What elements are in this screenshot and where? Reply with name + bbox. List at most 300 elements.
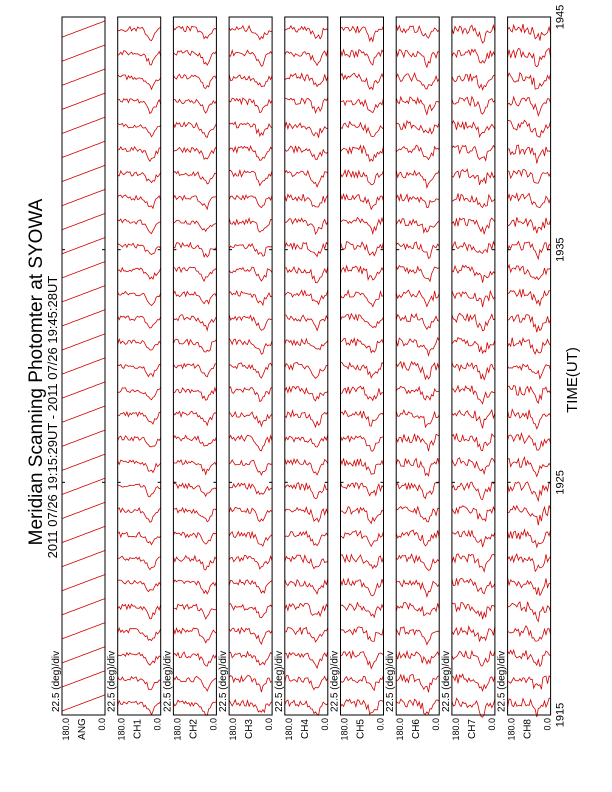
trace-ch8-24 (508, 145, 551, 164)
trace-ch4-9 (285, 507, 328, 521)
trace-ang-12 (62, 430, 105, 446)
trace-ch5-9 (341, 507, 384, 524)
trace-ch1-20 (118, 243, 161, 254)
trace-ch7-27 (452, 74, 495, 90)
trace-ang-3 (62, 647, 105, 663)
y-tick-top: 180.0 (506, 718, 517, 741)
trace-ch3-13 (229, 412, 272, 426)
panel-frame (229, 17, 272, 715)
trace-ch3-5 (229, 604, 272, 618)
trace-ch7-17 (452, 313, 495, 331)
trace-ch8-29 (508, 24, 551, 41)
trace-ch1-18 (118, 292, 161, 306)
trace-ang-25 (62, 117, 105, 133)
trace-ang-15 (62, 358, 105, 374)
trace-ch1-9 (118, 508, 161, 522)
y-tick-top: 180.0 (228, 718, 239, 741)
trace-ch8-15 (508, 364, 551, 378)
y-tick-top: 180.0 (339, 718, 350, 741)
trace-ch1-17 (118, 316, 161, 328)
trace-ch4-6 (285, 579, 328, 594)
trace-ch6-23 (396, 171, 439, 188)
y-tick-bottom: 0.0 (486, 718, 497, 731)
trace-ch6-13 (396, 410, 439, 427)
trace-ch7-11 (452, 458, 495, 474)
x-tick-label: 1915 (554, 702, 567, 728)
y-tick-top: 180.0 (450, 718, 461, 741)
trace-ch4-27 (285, 74, 328, 87)
trace-ch4-16 (285, 339, 328, 350)
trace-ch2-22 (173, 196, 216, 210)
trace-ang-8 (62, 526, 105, 542)
trace-ch6-6 (396, 580, 439, 596)
trace-ch2-14 (173, 388, 216, 400)
trace-ch6-8 (396, 530, 439, 546)
trace-ch6-21 (396, 219, 439, 233)
trace-ang-11 (62, 454, 105, 470)
panel-ch5 (330, 17, 386, 741)
trace-ch3-11 (229, 460, 272, 475)
panel-ch3 (218, 17, 274, 741)
panel-name: CH8 (522, 718, 534, 740)
trace-ang-5 (62, 599, 105, 615)
trace-ch5-3 (341, 651, 384, 668)
trace-ch1-27 (118, 75, 161, 90)
trace-ang-18 (62, 286, 105, 302)
trace-ch4-2 (285, 675, 328, 689)
trace-ch6-7 (396, 554, 439, 570)
trace-ch7-1 (452, 698, 495, 717)
trace-ch1-13 (118, 412, 161, 424)
trace-ch2-16 (173, 339, 216, 352)
scale-label: 22.5 (deg)/div (106, 650, 118, 712)
trace-ch5-28 (341, 49, 384, 65)
trace-ch3-8 (229, 532, 272, 546)
trace-ch6-26 (396, 97, 439, 115)
trace-ch2-1 (173, 700, 216, 715)
trace-ch7-16 (452, 338, 495, 354)
trace-ch1-4 (118, 628, 161, 640)
trace-ch4-4 (285, 627, 328, 641)
trace-ch3-1 (229, 700, 272, 712)
trace-ch8-13 (508, 409, 551, 428)
trace-ch5-4 (341, 627, 384, 642)
trace-ch7-15 (452, 362, 495, 379)
trace-ch7-6 (452, 578, 495, 593)
trace-ang-4 (62, 623, 105, 639)
trace-ang-22 (62, 189, 105, 205)
panel-ch6 (385, 17, 441, 741)
trace-ch7-23 (452, 169, 495, 185)
trace-ch7-26 (452, 97, 495, 114)
trace-ch8-8 (508, 530, 551, 548)
panel-ch1 (107, 17, 163, 741)
trace-ch4-3 (285, 652, 328, 668)
panel-ch7 (441, 17, 497, 741)
trace-ch2-15 (173, 363, 216, 377)
trace-ch8-12 (508, 433, 551, 450)
trace-ch5-10 (341, 483, 384, 496)
trace-ch7-14 (452, 386, 495, 404)
trace-ch3-26 (229, 98, 272, 113)
trace-ch3-4 (229, 628, 272, 644)
panel-ch8 (497, 17, 553, 741)
trace-ch1-8 (118, 532, 161, 545)
trace-ch4-5 (285, 604, 328, 617)
trace-ang-17 (62, 310, 105, 326)
trace-ch4-19 (285, 267, 328, 283)
trace-ch6-3 (396, 651, 439, 664)
trace-ch8-26 (508, 97, 551, 116)
trace-ch7-7 (452, 554, 495, 572)
trace-ch1-12 (118, 436, 161, 447)
trace-ch1-21 (118, 219, 161, 234)
trace-ang-7 (62, 550, 105, 566)
trace-ch1-25 (118, 123, 161, 136)
trace-ch6-29 (396, 25, 439, 38)
trace-ch7-22 (452, 194, 495, 208)
trace-ch3-7 (229, 555, 272, 569)
trace-ch7-21 (452, 218, 495, 234)
trace-ch4-26 (285, 98, 328, 113)
trace-ch7-25 (452, 121, 495, 137)
trace-ch3-10 (229, 483, 272, 494)
trace-ch5-21 (341, 218, 384, 234)
y-tick-bottom: 0.0 (152, 718, 163, 731)
panel-name: CH3 (244, 718, 256, 740)
trace-ch7-18 (452, 291, 495, 307)
trace-ch4-23 (285, 171, 328, 187)
trace-ch8-6 (508, 578, 551, 596)
panel-frame (118, 17, 161, 715)
trace-ch1-7 (118, 556, 161, 569)
x-axis-label: TIME(UT) (564, 347, 581, 413)
trace-ch2-19 (173, 267, 216, 281)
trace-ch8-1 (508, 698, 551, 717)
trace-ch1-29 (118, 27, 161, 41)
trace-ch3-24 (229, 146, 272, 160)
trace-ch1-6 (118, 580, 161, 592)
trace-ch3-22 (229, 195, 272, 208)
y-tick-top: 180.0 (172, 718, 183, 741)
trace-ch4-18 (285, 290, 328, 304)
trace-ch5-26 (341, 98, 384, 113)
trace-ch5-6 (341, 579, 384, 596)
panel-name: CH2 (188, 718, 200, 740)
trace-ch5-7 (341, 555, 384, 569)
trace-ch2-25 (173, 122, 216, 137)
trace-ch8-28 (508, 48, 551, 67)
trace-ch6-15 (396, 362, 439, 379)
trace-ch8-10 (508, 482, 551, 501)
trace-ch7-24 (452, 146, 495, 161)
trace-ch2-5 (173, 604, 216, 619)
trace-ang-9 (62, 502, 105, 518)
trace-ch2-2 (173, 676, 216, 691)
y-tick-bottom: 0.0 (431, 718, 442, 731)
trace-ch2-24 (173, 147, 216, 160)
trace-ch8-4 (508, 626, 551, 641)
trace-ch8-3 (508, 650, 551, 666)
trace-ch8-20 (508, 241, 551, 258)
panel-name: CH7 (466, 718, 478, 740)
trace-ch3-29 (229, 26, 272, 40)
trace-ch3-14 (229, 387, 272, 402)
trace-ang-28 (62, 45, 105, 61)
trace-ch7-9 (452, 506, 495, 521)
trace-ch6-4 (396, 627, 439, 645)
trace-ch2-28 (173, 51, 216, 66)
trace-ch4-14 (285, 387, 328, 401)
y-tick-bottom: 0.0 (542, 718, 553, 731)
trace-ch2-11 (173, 460, 216, 474)
trace-ch6-9 (396, 507, 439, 522)
trace-ch2-6 (173, 580, 216, 594)
trace-ch1-26 (118, 99, 161, 114)
trace-ch2-26 (173, 99, 216, 113)
trace-ch7-19 (452, 265, 495, 282)
trace-ch8-2 (508, 676, 551, 689)
trace-ch7-28 (452, 49, 495, 63)
trace-ch4-15 (285, 363, 328, 379)
trace-ch2-4 (173, 628, 216, 643)
trace-ch5-17 (341, 314, 384, 328)
panel-ch2 (162, 17, 218, 741)
y-tick-bottom: 0.0 (319, 718, 330, 731)
panel-name: CH6 (411, 718, 423, 740)
trace-ch3-23 (229, 170, 272, 185)
trace-ch5-27 (341, 73, 384, 89)
trace-ch7-8 (452, 530, 495, 547)
trace-ch3-19 (229, 267, 272, 281)
trace-ch8-21 (508, 217, 551, 233)
trace-ch4-8 (285, 531, 328, 545)
y-tick-top: 180.0 (283, 718, 294, 741)
trace-ch5-1 (341, 699, 384, 714)
trace-ang-10 (62, 478, 105, 494)
trace-ch5-12 (341, 436, 384, 451)
trace-ch6-16 (396, 338, 439, 356)
trace-ang-20 (62, 238, 105, 254)
trace-ch4-29 (285, 26, 328, 39)
trace-ch8-27 (508, 73, 551, 89)
scale-label: 22.5 (deg)/div (273, 650, 285, 712)
trace-ch6-28 (396, 50, 439, 68)
chart-title: Meridian Scanning Photomter at SYOWA (26, 198, 47, 546)
trace-ch2-9 (173, 508, 216, 522)
trace-ch6-14 (396, 386, 439, 400)
trace-ch6-22 (396, 194, 439, 208)
trace-ch8-16 (508, 338, 551, 354)
panel-name: CH1 (132, 718, 144, 740)
trace-ch1-10 (118, 484, 161, 497)
trace-ch7-20 (452, 242, 495, 254)
trace-ch6-17 (396, 314, 439, 329)
trace-ch6-12 (396, 434, 439, 451)
trace-ch7-5 (452, 603, 495, 620)
y-tick-bottom: 0.0 (375, 718, 386, 731)
trace-ch8-14 (508, 385, 551, 403)
trace-ch8-9 (508, 505, 551, 525)
trace-ch3-2 (229, 676, 272, 692)
trace-ch2-29 (173, 26, 216, 38)
trace-ch5-13 (341, 411, 384, 427)
trace-ang-24 (62, 141, 105, 157)
trace-ch8-17 (508, 315, 551, 333)
trace-ch7-12 (452, 434, 495, 451)
trace-ch3-27 (229, 74, 272, 86)
trace-ch5-16 (341, 338, 384, 352)
trace-ch2-7 (173, 556, 216, 570)
trace-ch5-18 (341, 291, 384, 307)
panel-name: CH4 (299, 718, 311, 740)
trace-ch3-20 (229, 244, 272, 256)
trace-ch3-18 (229, 291, 272, 305)
trace-ang-16 (62, 334, 105, 350)
trace-ch4-13 (285, 411, 328, 427)
trace-ch5-8 (341, 531, 384, 547)
trace-ch3-3 (229, 652, 272, 665)
trace-ch4-28 (285, 50, 328, 66)
trace-ang-27 (62, 69, 105, 85)
trace-ch3-9 (229, 508, 272, 522)
y-tick-bottom: 0.0 (264, 718, 275, 731)
panel-ch4 (274, 17, 330, 741)
trace-ang-1 (62, 695, 105, 711)
trace-ch4-17 (285, 315, 328, 331)
trace-ch3-25 (229, 122, 272, 136)
trace-ang-21 (62, 214, 105, 230)
panel-name: CH5 (355, 718, 367, 740)
trace-ang-26 (62, 93, 105, 109)
x-tick-label: 1925 (554, 470, 567, 495)
y-tick-top: 180.0 (61, 718, 71, 741)
y-tick-top: 180.0 (395, 718, 406, 741)
trace-ch7-3 (452, 651, 495, 666)
trace-ch6-10 (396, 482, 439, 498)
x-tick-label: 1945 (554, 4, 567, 30)
trace-ch6-20 (396, 242, 439, 259)
trace-ch8-23 (508, 170, 551, 184)
trace-ch1-15 (118, 364, 161, 376)
rotated-chart (26, 5, 581, 741)
trace-ch6-11 (396, 458, 439, 476)
trace-ch4-11 (285, 459, 328, 475)
panel-name: ANG (77, 718, 88, 740)
x-tick-label: 1935 (554, 237, 567, 262)
chart-time-range: 2011 07/26 19:15:29UT - 2011 07/26 19:45:28UT (45, 275, 60, 559)
trace-ch6-19 (396, 266, 439, 282)
trace-ch4-21 (285, 218, 328, 234)
y-tick-bottom: 0.0 (208, 718, 219, 731)
trace-ch2-21 (173, 220, 216, 231)
trace-ch5-11 (341, 458, 384, 474)
trace-ch4-12 (285, 435, 328, 447)
trace-ch5-14 (341, 386, 384, 400)
trace-ch1-2 (118, 677, 161, 690)
scale-label: 22.5 (deg)/div (385, 650, 397, 712)
trace-ch5-20 (341, 242, 384, 256)
trace-ang-23 (62, 165, 105, 181)
trace-ch5-25 (341, 122, 384, 137)
scale-label: 22.5 (deg)/div (218, 650, 230, 712)
trace-ch7-4 (452, 626, 495, 641)
y-tick-bottom: 0.0 (97, 718, 107, 731)
trace-ch1-14 (118, 388, 161, 400)
trace-ch1-22 (118, 195, 161, 208)
trace-ch4-7 (285, 555, 328, 569)
trace-ang-13 (62, 406, 105, 422)
trace-ch3-12 (229, 435, 272, 451)
trace-ang-14 (62, 382, 105, 398)
trace-ch8-18 (508, 289, 551, 305)
trace-ch2-12 (173, 435, 216, 446)
trace-ch1-5 (118, 604, 161, 619)
trace-ch2-27 (173, 74, 216, 88)
trace-ch1-23 (118, 171, 161, 183)
trace-ch5-15 (341, 362, 384, 378)
trace-ch4-20 (285, 243, 328, 257)
trace-ch4-1 (285, 700, 328, 715)
trace-ch6-2 (396, 675, 439, 693)
trace-ch5-19 (341, 266, 384, 280)
trace-ch1-1 (118, 701, 161, 715)
trace-ch1-11 (118, 460, 161, 472)
trace-ch8-11 (508, 457, 551, 476)
trace-ch8-25 (508, 120, 551, 137)
trace-ch1-19 (118, 268, 161, 279)
trace-ang-2 (62, 671, 105, 687)
trace-ch7-10 (452, 482, 495, 499)
trace-ch2-13 (173, 411, 216, 425)
trace-ch8-19 (508, 265, 551, 280)
trace-ang-6 (62, 575, 105, 591)
trace-ch2-10 (173, 483, 216, 496)
trace-ch3-6 (229, 580, 272, 593)
trace-ch6-25 (396, 121, 439, 134)
trace-ch6-24 (396, 145, 439, 159)
trace-ch2-3 (173, 652, 216, 666)
trace-ch3-16 (229, 339, 272, 355)
scale-label: 22.5 (deg)/div (51, 650, 62, 712)
trace-ch2-17 (173, 315, 216, 330)
trace-ch7-29 (452, 25, 495, 43)
trace-ch8-5 (508, 602, 551, 622)
trace-ch1-24 (118, 147, 161, 162)
scale-label: 22.5 (deg)/div (329, 650, 341, 712)
trace-ch2-18 (173, 291, 216, 303)
trace-ch1-28 (118, 51, 161, 65)
trace-ch2-20 (173, 243, 216, 257)
trace-ch3-28 (229, 50, 272, 66)
trace-ch5-22 (341, 194, 384, 209)
trace-ch8-7 (508, 554, 551, 571)
panels (51, 5, 567, 741)
trace-ch5-23 (341, 170, 384, 185)
scale-label: 22.5 (deg)/div (162, 650, 174, 712)
trace-ch3-17 (229, 315, 272, 331)
trace-ch5-2 (341, 675, 384, 690)
trace-ch1-16 (118, 339, 161, 350)
trace-ch7-2 (452, 674, 495, 691)
trace-ang-29 (62, 21, 105, 37)
trace-ch5-5 (341, 603, 384, 618)
trace-ch6-18 (396, 290, 439, 306)
trace-ch6-5 (396, 602, 439, 615)
trace-ch3-21 (229, 218, 272, 232)
trace-ang-19 (62, 262, 105, 278)
y-tick-top: 180.0 (116, 718, 127, 741)
